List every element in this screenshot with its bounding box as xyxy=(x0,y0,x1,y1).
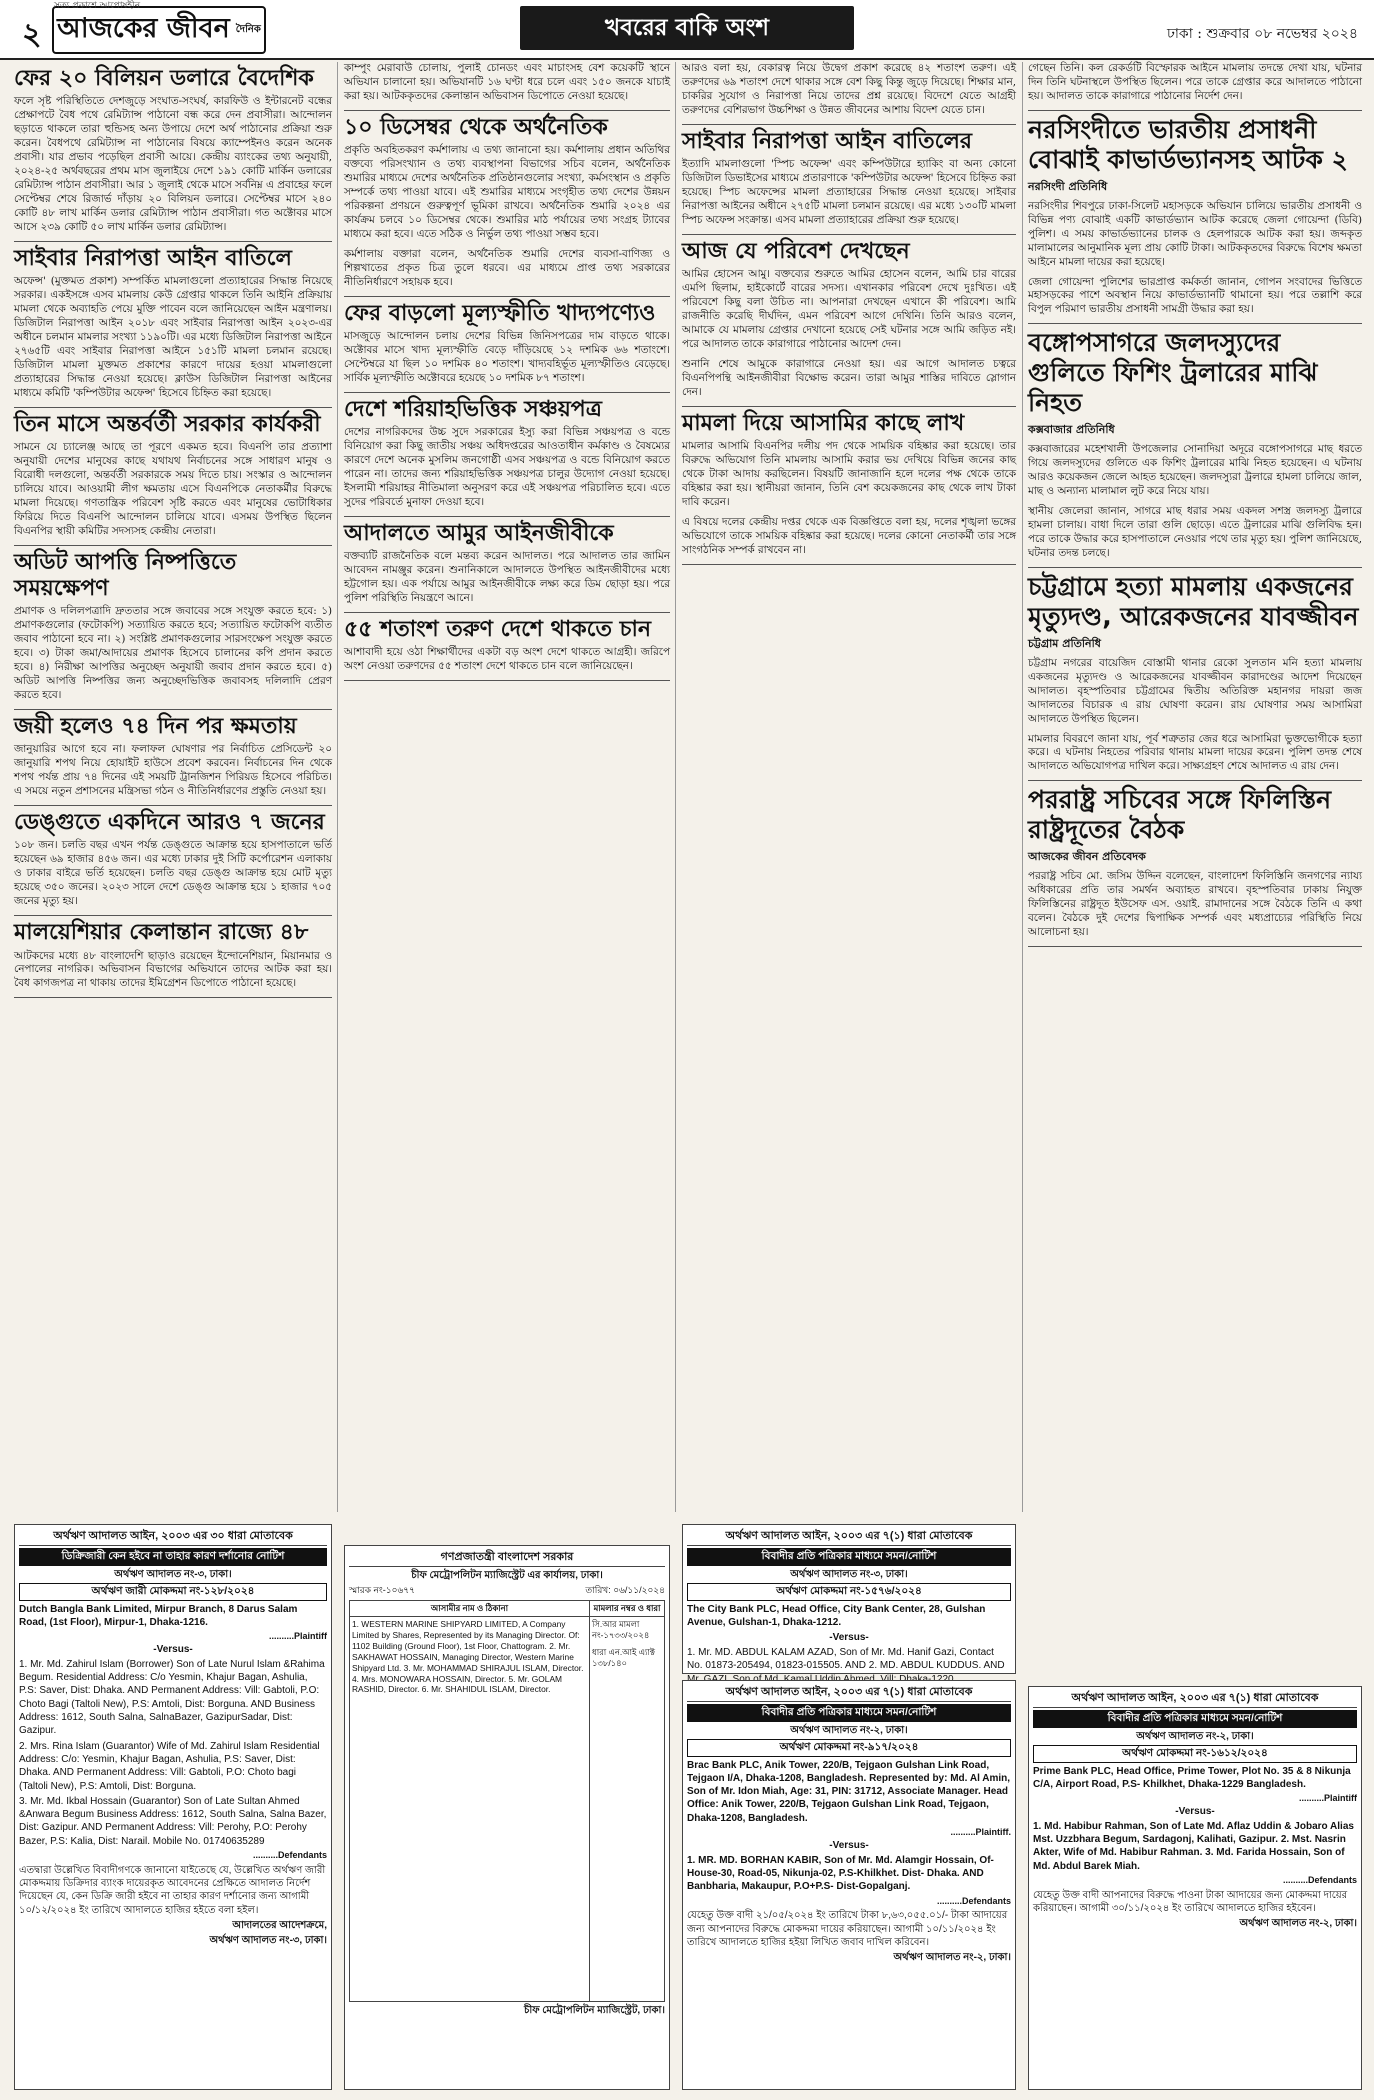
memo-number: স্মারক নং-১০৬৭৭ xyxy=(349,1585,416,1596)
notice-signature: চীফ মেট্রোপলিটন ম্যাজিস্ট্রেট, ঢাকা। xyxy=(523,2004,665,2016)
notice-banner: বিবাদীর প্রতি পত্রিকার মাধ্যমে সমন/নোটিশ xyxy=(687,1548,1011,1566)
issue-date: ঢাকা : শুক্রবার ০৮ নভেম্বর ২০২৪ xyxy=(1166,26,1358,42)
notice-case: অর্থঋণ জারী মোকদ্দমা নং-১২৮/২০২৪ xyxy=(19,1583,327,1601)
article-paragraph: গেছেন তিনি। কল রেকর্ডটি বিস্ফোরক আইনে মামলায় তদন্তে দেখা যায়, ঘটনার দিন তিনি ঘটনাস্থলে উপস্থিত ছিলেন। পরে তাকে গ্রেপ্তার করে আদালতে পাঠানো হয়। আদালত তাকে কারাগারে পাঠানোর নির্দেশ দেন। xyxy=(1028,62,1362,102)
article-paragraph: কাম্পুং মেরাবাউ চোলায়, পুলাই চোনডং এবং মাচাংসহ বেশ কয়েকটি স্থানে অভিযান চালানো হয়। অভিযানটি ১৬ ঘণ্টা ধরে চলে এবং ১৫০ জনকে যাচাই করা হয়। আটককৃতদের কেলান্তান অভিবাসন ডিপোতে নেওয়া হয়েছে। xyxy=(344,62,670,102)
defendant-1: 1. MR. MD. BORHAN KABIR, Son of Mr. Md. Alamgir Hossain, Of-House-30, Road-05, Nikunja-02, P.S-Khilkhet. Dist- Dhaka. AND Banbharia, Makaupur, P.O+P.S- Dist-Gopalganj. xyxy=(687,1854,994,1893)
notice-court: অর্থঋণ আদালত নং-২, ঢাকা। xyxy=(1136,1730,1254,1742)
article-paragraph: চট্টগ্রাম নগরের বায়েজিদ বোস্তামী থানার রেকো সুলতান মনি হত্যা মামলায় একজনের মৃত্যুদণ্ড ও আরেকজনের যাবজ্জীবন কারাদণ্ডের আদেশ দিয়েছেন আদালত। বৃহস্পতিবার চট্টগ্রামের দ্বিতীয় অতিরিক্ত মহানগর দায়রা জজ আদালতের বিচারক এ রায় ঘোষণা করেন। রায় ঘোষণার সময় আসামিরা আদালতে উপস্থিত ছিলেন। xyxy=(1028,656,1362,725)
notice-banner: বিবাদীর প্রতি পত্রিকার মাধ্যমে সমন/নোটিশ xyxy=(1033,1710,1357,1728)
article-headline: আদালতে আমুর আইনজীবীকে xyxy=(344,520,614,546)
article-headline: নরসিংদীতে ভারতীয় প্রসাধনী বোঝাই কাভার্ডভ্যানসহ আটক ২ xyxy=(1028,114,1348,174)
versus-label: -Versus- xyxy=(1175,1805,1215,1817)
article-divider xyxy=(344,516,670,517)
article-paragraph: কক্সবাজারের মহেশখালী উপজেলার সোনাদিয়া অদূরে বঙ্গোপসাগরে মাছ ধরতে গিয়ে জলদস্যুদের গুলিতে এক ফিশিং ট্রলারের মাঝি নিহত হয়েছেন। এ ঘটনায় আরও কয়েকজন জেলে আহত হয়েছেন। জলদস্যুরা ট্রলারে হামলা চালিয়ে জাল, মাছ ও অন্যান্য মালামাল লুট করে নিয়ে যায়। xyxy=(1028,443,1362,498)
article-paragraph: প্রমাণক ও দলিলপত্রাদি দ্রুততার সঙ্গে জবাবের সঙ্গে সংযুক্ত করতে হবে: ১) প্রমাণকগুলোর (ফটোকপি) সত্যায়িত করতে হবে; সত্যায়িত ফটোকপি ব্যতীত জবাব পাঠানো হবে না। ২) সংশ্লিষ্ট প্রমাণকগুলোর সারসংক্ষেপ সংযুক্ত করতে হবে। ৩) টাকা জমা/আদায়ের প্রমাণক হিসেবে চালানের কপি প্রদান করতে হবে। ৪) নিরীক্ষা আপত্তির অনুচ্ছেদ অনুযায়ী জবাব প্রদান করতে হবে। ৫) অডিট আপত্তি নিষ্পত্তির জন্য অনুচ্ছেদভিত্তিক জবাবসহ দলিলাদি প্রেরণ করতে হবে। xyxy=(14,605,332,701)
table-header: আসামীর নাম ও ঠিকানা xyxy=(350,1600,590,1616)
daily-label: দৈনিক xyxy=(235,23,261,35)
notice-text: যেহেতু উক্ত বাদী আপনাদের বিরুদ্ধে পাওনা টাকা আদায়ের জন্য মোকদ্দমা দায়ের করিয়াছেন। আগামী ৩০/১১/২০২৪ ইং তারিখে আদালতে হাজির হইবেন। xyxy=(1033,1889,1348,1915)
notice-signature: আদালতের আদেশক্রমে, xyxy=(232,1919,327,1931)
article-headline: সাইবার নিরাপত্তা আইন বাতিলের xyxy=(682,128,973,154)
masthead xyxy=(0,0,1374,60)
article-divider xyxy=(1028,780,1362,781)
column-divider xyxy=(337,62,338,1512)
article-headline: অডিট আপত্তি নিষ্পত্তিতে সময়ক্ষেপণ xyxy=(14,549,237,601)
article-divider xyxy=(682,406,1016,407)
article-paragraph: মামলার বিবরণে জানা যায়, পূর্ব শত্রুতার জের ধরে আসামিরা ভুক্তভোগীকে হত্যা করে। এ ঘটনায় নিহতের পরিবার থানায় মামলা দায়ের করেন। পুলিশ তদন্ত শেষে আদালতে অভিযোগপত্র দাখিল করে। সাক্ষ্যগ্রহণ শেষে আদালত এ রায় দেন। xyxy=(1028,732,1362,773)
article-paragraph: মামলার আসামি বিএনপির দলীয় পদ থেকে সাময়িক বহিষ্কার করা হয়েছে। তার বিরুদ্ধে অভিযোগ তিনি মামলায় আসামি করার ভয় দেখিয়ে বিভিন্ন জনের কাছ থেকে টাকা আদায় করছিলেন। বিষয়টি জানাজানি হলে দলের পক্ষ থেকে তাকে বহিষ্কার করা হয়। স্থানীয়রা জানান, তিনি বেশ কয়েকজনের কাছ থেকে লাখ টাকা দাবি করেন। xyxy=(682,440,1016,508)
logo-text: আজকের জীবন xyxy=(57,12,230,44)
article-divider xyxy=(14,709,332,710)
article-headline: জয়ী হলেও ৭৪ দিন পর ক্ষমতায় xyxy=(14,713,297,739)
article-divider xyxy=(344,296,670,297)
memo-date: তারিখ: ০৬/১১/২০২৪ xyxy=(585,1585,665,1596)
section-banner: খবরের বাকি অংশ xyxy=(520,6,854,50)
article-headline: ১০ ডিসেম্বর থেকে অর্থনৈতিক xyxy=(344,114,608,140)
table-header: মামলার নম্বর ও ধারা xyxy=(590,1600,665,1616)
article-paragraph: দেশের নাগরিকদের উচ্চ সুদে সরকারের ইস্যু করা বিভিন্ন সঞ্চয়পত্র ও বন্ডে বিনিয়োগ করা কিছু জাতীয় সঞ্চয় অধিদপ্তরের আওতাধীন কর্মকাণ্ড ও বৈষম্যের কারণে দেশে অনেক মুসলিম জনগোষ্ঠী এসব সঞ্চয়পত্র ও বন্ডে বিনিয়োগ করতে পারেন না। তাদের জন্য শরিয়াহভিত্তিক সঞ্চয়পত্র চালুর উদ্যোগ নেওয়া হয়েছে। ইসলামী শরিয়াহর নীতিমালা অনুসরণ করে এই সঞ্চয়পত্র পরিচালিত হবে। এতে সুদের পরিবর্তে মুনাফা দেওয়া হবে। xyxy=(344,426,670,508)
article-divider xyxy=(14,997,332,998)
article-divider xyxy=(1028,110,1362,111)
article-headline: মালয়েশিয়ার কেলান্তান রাজ্যে ৪৮ xyxy=(14,920,309,946)
notice-plaintiff: Dutch Bangla Bank Limited, Mirpur Branch, 8 Darus Salam Road, (1st Floor), Mirpur-1, Dhaka-1216. xyxy=(19,1603,298,1628)
column-3 xyxy=(682,62,1016,1518)
article-headline: ডেঙ্গুতে একদিনে আরও ৭ জনের xyxy=(14,810,325,836)
notice-title: অর্থঋণ আদালত আইন, ২০০৩ এর ৩০ ধারা মোতাবেক xyxy=(19,1529,327,1546)
column-4 xyxy=(1028,62,1362,1680)
legal-notice-3 xyxy=(682,1524,1016,1674)
plaintiff-label: ..........Plaintiff xyxy=(268,1631,327,1642)
accused-details: 1. WESTERN MARINE SHIPYARD LIMITED, A Company Limited by Shares, Represented by its Managing Director. Of: 1102 Building (Ground Floor), 1st Floor, Chattogram. 2. Mr. SAKHAWAT HOSSAIN, Managing Director, Western Marine Shipyard Ltd. 3. Mr. MOHAMMAD SHIRAJUL ISLAM, Director. 4. Mrs. MONOWARA HOSSAIN, Director. 5. Mr. GOLAM RASHID, Director. 6. Mr. SHAHIDUL ISLAM, Director. xyxy=(350,1616,590,2001)
article-headline: ৫৫ শতাংশ তরুণ দেশে থাকতে চান xyxy=(344,616,652,642)
accused-table xyxy=(349,1600,665,2002)
notice-plaintiff: Brac Bank PLC, Anik Tower, 220/B, Tejgaon Gulshan Link Road, Tejgaon I/A, Dhaka-1208, Bangladesh. Represented by: Md. Al Amin, Son of Mr. Idon Miah, Age: 31, PIN: 31712, Associate Manager. Head Office: Anik Tower, 220/B, Tejgaon Gulshan Link Road, Tejgaon, Dhaka-1208, Bangladesh. xyxy=(687,1759,1011,1824)
article-paragraph: কর্মশালায় বক্তারা বলেন, অর্থনৈতিক শুমারি দেশের ব্যবসা-বাণিজ্য ও শিল্পখাতের প্রকৃত চিত্র তুলে ধরবে। এর মাধ্যমে প্রাপ্ত তথ্য সরকারের নীতিনির্ধারণে সহায়ক হবে। xyxy=(344,247,670,288)
article-headline: বঙ্গোপসাগরে জলদস্যুদের গুলিতে ফিশিং ট্রলারের মাঝি নিহত xyxy=(1028,328,1318,418)
legal-notice-5 xyxy=(1028,1686,1362,2090)
notice-title: অর্থঋণ আদালত আইন, ২০০৩ এর ৭(১) ধারা মোতাবেক xyxy=(687,1685,1011,1702)
notice-text: যেহেতু উক্ত বাদী ২১/০৫/২০২৪ ইং তারিখে টাকা ৮,৬৩,০৫৫.০১/- টাকা আদায়ের জন্য আপনাদের বিরুদ্ধে মোকদ্দমা দায়ের করিয়াছেন। আগামী ১০/১১/২০২৪ ইং তারিখে আদালতে হাজির হইয়া লিখিত জবাব দাখিল করিবেন। xyxy=(687,1910,1008,1948)
article-divider xyxy=(1028,567,1362,568)
article-divider xyxy=(682,124,1016,125)
article-paragraph: নরসিংদীর শিবপুরে ঢাকা-সিলেট মহাসড়কে অভিযান চালিয়ে ভারতীয় প্রসাধনী ও বিভিন্ন পণ্য বোঝাই একটি কাভার্ডভ্যান আটক করেছে জেলা গোয়েন্দা (ডিবি) পুলিশ। এ সময় কাভার্ডভ্যানের চালক ও হেলপারকে আটক করা হয়। জব্দকৃত মালামালের আনুমানিক মূল্য প্রায় কোটি টাকা। আটককৃতদের বিরুদ্ধে বিশেষ ক্ষমতা আইনে মামলা দায়ের করা হয়েছে। xyxy=(1028,199,1362,268)
article-byline: আজকের জীবন প্রতিবেদক xyxy=(1028,850,1146,864)
column-divider xyxy=(675,62,676,1512)
plaintiff-label: ..........Plaintiff. xyxy=(950,1827,1011,1838)
defendant-1: 1. Mr. MD. ABDUL KALAM AZAD, Son of Mr. Md. Hanif Gazi, Contact No. 01873-205494, 01823-015505. AND 2. MD. ABDUL KUDDUS. AND xyxy=(687,1647,1005,1672)
defendant-2: 2. Mrs. Rina Islam (Guarantor) Wife of Md. Zahirul Islam Residential Address: C/o: Yesmin, Khajur Bagan, Ashulia, P.S: Saver, Dist: Dhaka. AND Permanent Address: Vill: Gabtoli, P.O: Choto bagi (Taltoli New), P.S: Amtoli, Dist: Borguna. xyxy=(19,1740,320,1792)
article-headline: পররাষ্ট্র সচিবের সঙ্গে ফিলিস্তিন রাষ্ট্রদূতের বৈঠক xyxy=(1028,785,1332,845)
defendants-label: ..........Defendants xyxy=(1282,1875,1357,1886)
notice-court: অর্থঋণ আদালত নং-৩, ঢাকা। xyxy=(114,1568,232,1580)
article-paragraph: মাসজুড়ে আন্দোলন চলায় দেশের বিভিন্ন জিনিসপত্রের দাম বাড়তে থাকে। অক্টোবর মাসে খাদ্য মূল্যস্ফীতি বেড়ে দাঁড়িয়েছে ১২ দশমিক ৬৬ শতাংশে। সেপ্টেম্বরে যা ছিল ১০ দশমিক ৪০ শতাংশ। খাদ্যবহির্ভূত মূল্যস্ফীতিও বেড়েছে। সার্বিক মূল্যস্ফীতি অক্টোবরে হয়েছে ১০ দশমিক ৮৭ শতাংশ। xyxy=(344,329,670,384)
article-paragraph: বক্তব্যটি রাজনৈতিক বলে মন্তব্য করেন আদালত। পরে আদালত তার জামিন আবেদন নামঞ্জুর করেন। শুনানিকালে আদালতে উপস্থিত আইনজীবীদের মধ্যে হট্টগোল হয়। এক পর্যায়ে আমুর আইনজীবীকে লক্ষ্য করে ডিম ছোড়া হয়। পরে পুলিশ পরিস্থিতি নিয়ন্ত্রণে আনে। xyxy=(344,550,670,604)
article-paragraph: ১০৮ জন। চলতি বছর এখন পর্যন্ত ডেঙ্গুতে আক্রান্ত হয়ে হাসপাতালে ভর্তি হয়েছেন ৬৯ হাজার ৪৫৬ জন। এর মধ্যে ঢাকার দুই সিটি কর্পোরেশন এলাকায় ও ঢাকার বাইরে ভর্তি হয়েছেন। চলতি বছর ডেঙ্গু আক্রান্ত হয়ে মোট মৃত্যু হয়েছে ৩৫০ জনের। ২০২৩ সালে দেশে ডেঙ্গু আক্রান্ত হয়ে ১ হাজার ৭০৫ জনের মৃত্যু হয়। xyxy=(14,839,332,908)
article-paragraph: সামনে যে চ্যালেঞ্জ আছে তা পূরণে একমত হবে। বিএনপি তার প্রত্যাশা অনুযায়ী দেশের মানুষের কাছে যথাযথ নির্বাচনের সঙ্গে সাধারণ মানুষ ও বিরোধী দলগুলো, অন্তর্বর্তী সরকারকে সময় দিতে চায়। সংস্কার ও আন্দোলন চালিয়ে যাবে। আওয়ামী লীগ ক্ষমতায় এসে বিএনপিকে নেতাকর্মীর বিরুদ্ধে মামলা দিয়েছে। গণতান্ত্রিক পরিবেশ সৃষ্টি করতে এবং মানুষের ভোটাধিকার ফিরিয়ে দিতে বিএনপি আন্দোলন চালিয়ে যাবে। এসময় উপস্থিত ছিলেন বিএনপির স্থায়ী কমিটির সদস্যসহ কেন্দ্রীয় নেতারা। xyxy=(14,440,332,537)
page-number: ২ xyxy=(22,17,42,52)
article-paragraph: ইত্যাদি মামলাগুলো 'স্পিচ অফেন্স' এবং কম্পিউটারে হ্যাকিং বা অন্য কোনো ডিজিটাল ডিভাইসের মাধ্যমে প্রতারণাকে 'কম্পিউটার অফেন্স' হিসেবে চিহ্নিত করা হয়েছে। স্পিচ অফেন্সের মামলা প্রত্যাহারের সিদ্ধান্ত নেওয়া হয়েছে। সাইবার নিরাপত্তা আইনের অধীনে ২৭৫টি মামলা চলমান রয়েছে। এর মধ্যে ১৩০টি মামলা স্পিচ অফেন্স সংক্রান্ত। এসব মামলা প্রত্যাহারের প্রক্রিয়া শুরু হয়েছে। xyxy=(682,158,1016,226)
article-byline: নরসিংদী প্রতিনিধি xyxy=(1028,179,1108,193)
legal-notice-4 xyxy=(682,1680,1016,2090)
article-divider xyxy=(344,392,670,393)
legal-notice-1 xyxy=(14,1524,332,2090)
notice-banner: ডিক্রিজারী কেন হইবে না তাহার কারণ দর্শানোর নোটিশ xyxy=(19,1548,327,1566)
notice-title: গণপ্রজাতন্ত্রী বাংলাদেশ সরকার xyxy=(349,1550,665,1567)
article-paragraph: পররাষ্ট্র সচিব মো. জসিম উদ্দিন বলেছেন, বাংলাদেশ ফিলিস্তিনি জনগণের ন্যায্য অধিকারের প্রতি তার সমর্থন অব্যাহত রাখবে। বৃহস্পতিবার ঢাকায় নিযুক্ত ফিলিস্তিনের রাষ্ট্রদূত ইউসেফ এস. ওয়াই. রামাদানের সঙ্গে বৈঠকে তিনি এ কথা বলেন। বৈঠকে দুই দেশের দ্বিপাক্ষিক সম্পর্ক এবং মধ্যপ্রাচ্যের পরিস্থিতি নিয়ে আলোচনা হয়। xyxy=(1028,870,1362,939)
article-headline: চট্টগ্রামে হত্যা মামলায় একজনের মৃত্যুদণ্ড, আরেকজনের যাবজ্জীবন xyxy=(1028,571,1359,631)
column-divider xyxy=(1022,62,1023,1512)
article-paragraph: এ বিষয়ে দলের কেন্দ্রীয় দপ্তর থেকে এক বিজ্ঞপ্তিতে বলা হয়, দলের শৃঙ্খলা ভঙ্গের অভিযোগে তাকে সাময়িক বহিষ্কার করা হয়েছে। দলের কোনো নেতাকর্মী তার সঙ্গে সাংগঠনিক সম্পর্ক রাখবেন না। xyxy=(682,515,1016,556)
notice-signature: অর্থঋণ আদালত নং-২, ঢাকা। xyxy=(893,1952,1011,1964)
notice-court: অর্থঋণ আদালত নং-২, ঢাকা। xyxy=(790,1724,908,1736)
notice-signature-court: অর্থঋণ আদালত নং-৩, ঢাকা। xyxy=(209,1934,327,1946)
plaintiff-label: ..........Plaintiff xyxy=(1298,1793,1357,1804)
table-row xyxy=(350,1616,665,2001)
versus-label: -Versus- xyxy=(153,1643,193,1655)
article-headline: মামলা দিয়ে আসামির কাছে লাখ xyxy=(682,410,965,436)
article-byline: কক্সবাজার প্রতিনিধি xyxy=(1028,423,1115,437)
notice-case: অর্থঋণ মোকদ্দমা নং-১৬১২/২০২৪ xyxy=(1033,1745,1357,1763)
article-headline: দেশে শরিয়াহভিত্তিক সঞ্চয়পত্র xyxy=(344,396,602,422)
notice-signature: অর্থঋণ আদালত নং-২, ঢাকা। xyxy=(1239,1918,1357,1930)
article-divider xyxy=(1028,946,1362,947)
notice-title: অর্থঋণ আদালত আইন, ২০০৩ এর ৭(১) ধারা মোতাবেক xyxy=(687,1529,1011,1546)
tagline: সত্য প্রকাশে আপোষহীন xyxy=(54,1,141,11)
article-divider xyxy=(682,564,1016,565)
defendants-label: ..........Defendants xyxy=(936,1895,1011,1906)
article-paragraph: আমির হোসেন আমু। বক্তব্যের শুরুতে আমির হোসেন বলেন, আমি চার বারের এমপি ছিলাম, হাইকোর্টে বারের সদস্য। এখানকার পরিবেশ দেখে দুঃখিত। এই পরিবেশে কিছু বলা উচিত না। আপনারা দেখছেন এখানে কী পরিবেশ। আমি রাজনীতি করেছি দীর্ঘদিন, এমন পরিবেশ আগে দেখিনি। তিনি আরও বলেন, আমাকে যে মামলায় গ্রেপ্তার দেখানো হয়েছে সেই ঘটনার সঙ্গে আমি জড়িত নই। পরে আদালত তাকে কারাগারে পাঠানোর আদেশ দেন। xyxy=(682,268,1016,350)
article-paragraph: প্রকৃতি অবহিতকরণ কর্মশালায় এ তথ্য জানানো হয়। কর্মশালায় প্রধান অতিথির বক্তব্যে পরিসংখ্যান ও তথ্য ব্যবস্থাপনা বিভাগের সচিব বলেন, অর্থনৈতিক শুমারির মাধ্যমে দেশের অর্থনৈতিক প্রতিষ্ঠানগুলোর সংখ্যা, কর্মসংস্থান ও প্রকৃতি সম্পর্কে তথ্য পাওয়া যাবে। এই শুমারির মাধ্যমে সংগৃহীত তথ্য দেশের উন্নয়ন পরিকল্পনা প্রণয়নে গুরুত্বপূর্ণ ভূমিকা রাখবে। অর্থনৈতিক শুমারি ২০২৪ এর কার্যক্রম চলবে ১০ ডিসেম্বর থেকে। শুমারির মাঠ পর্যায়ের তথ্য সংগ্রহ ট্যাবের মাধ্যমে করা হবে। এতে সঠিক ও নির্ভুল তথ্য পাওয়া সম্ভব হবে। xyxy=(344,144,670,240)
article-headline: ফের বাড়লো মূল্যস্ফীতি খাদ্যপণ্যেও xyxy=(344,300,656,326)
article-paragraph: জেলা গোয়েন্দা পুলিশের ভারপ্রাপ্ত কর্মকর্তা জানান, গোপন সংবাদের ভিত্তিতে মহাসড়কের পাশে অবস্থান নিয়ে কাভার্ডভ্যানটি থামানো হয়। পরে তল্লাশি করে বিপুল পরিমাণ ভারতীয় প্রসাধনী সামগ্রী উদ্ধার করা হয়। xyxy=(1028,275,1362,316)
notice-case: অর্থঋণ মোকদ্দমা নং-৯১৭/২০২৪ xyxy=(687,1739,1011,1757)
article-paragraph: ফলে সৃষ্ট পরিস্থিতিতে দেশজুড়ে সংঘাত-সংঘর্ষ, কারফিউ ও ইন্টারনেট বন্ধের প্রেক্ষাপটে বৈধ পথে রেমিট্যান্স পাঠানো বন্ধ করে দেন প্রবাসীরা। আন্দোলন ছড়াতে থাকলে তারা হুন্ডিসহ অন্য উপায়ে দেশে অর্থ পাঠানোর প্রক্রিয়া শুরু করেন। বৈধপথে রেমিট্যান্স না পাঠানোর বিষয়ে ক্যাম্পেইনও করেন অনেক প্রবাসী। যার প্রভাব পড়েছিল প্রবাসী আয়ে। কেন্দ্রীয় ব্যাংকের তথ্য অনুযায়ী, ২০২৪-২৫ অর্থবছরের প্রথম মাস জুলাইয়ে দেশে ১৯১ কোটি মার্কিন ডলারের রেমিট্যান্স পাঠান প্রবাসীরা। আর ১ জুলাই থেকে মাসে সর্বনিম্ন এ প্রবাহের ফলে সেপ্টেম্বর শেষে রিজার্ভ দাঁড়ায় ২০ বিলিয়ন ডলারে। সেপ্টেম্বর মাসে ২৪০ কোটি ৪৮ লাখ মার্কিন ডলার রেমিট্যান্স পাঠান প্রবাসীরা। গত অক্টোবর মাসে আসে ২৩৯ কোটি ৫০ লাখ মার্কিন ডলার রেমিট্যান্স। xyxy=(14,95,332,233)
article-paragraph: আটকদের মধ্যে ৪৮ বাংলাদেশি ছাড়াও রয়েছেন ইন্দোনেশিয়ান, মিয়ানমার ও নেপালের নাগরিক। অভিবাসন বিভাগের অভিযানে তাদের আটক করা হয়। বৈধ কাগজপত্র না থাকায় তাদের ইমিগ্রেশন ডিপোতে পাঠানো হয়েছে। xyxy=(14,949,332,990)
defendant-3: 3. Mr. Md. Ikbal Hossain (Guarantor) Son of Late Sultan Ahmed &Anwara Begum Business Address: 1612, South Salna, Salna Bazer, Dist: Gazipur. AND Permanent Address: Vill: Perohy, P.O: Perohy Bazer, P.S: Kalia, Dist: Narail. Mobile No. 01740635289 xyxy=(19,1795,327,1847)
article-divider xyxy=(14,805,332,806)
article-divider xyxy=(1028,323,1362,324)
article-divider xyxy=(14,407,332,408)
column-2 xyxy=(344,62,670,1538)
article-divider xyxy=(344,680,670,681)
column-1 xyxy=(14,62,332,1518)
versus-label: -Versus- xyxy=(829,1839,869,1851)
article-paragraph: জানুয়ারির আগে হবে না। ফলাফল ঘোষণার পর নির্বাচিত প্রেসিডেন্ট ২০ জানুয়ারি শপথ নিয়ে হোয়াইট হাউসে প্রবেশ করবেন। নির্বাচনের দিন থেকে শপথ পর্যন্ত প্রায় ৭৪ দিনের এই সময়টি ট্রানজিশন পিরিয়ড হিসেবে পরিচিত। এ সময়ে নতুন প্রশাসনের মন্ত্রিসভা গঠন ও নীতিনির্ধারণের প্রস্তুতি নেওয়া হয়। xyxy=(14,743,332,798)
newspaper-logo xyxy=(52,6,266,54)
notice-banner: বিবাদীর প্রতি পত্রিকার মাধ্যমে সমন/নোটিশ xyxy=(687,1704,1011,1722)
article-byline: চট্টগ্রাম প্রতিনিধি xyxy=(1028,636,1101,650)
notice-court: অর্থঋণ আদালত নং-৩, ঢাকা। xyxy=(790,1568,908,1580)
article-headline: আজ যে পরিবেশ দেখছেন xyxy=(682,238,910,264)
case-details: সি.আর মামলা নং-১৭৩৩/২০২৪ ধারা এন.আই এ্যাক্ট ১৩৮/১৪০ xyxy=(590,1616,665,2001)
article-headline: ফের ২০ বিলিয়ন ডলারে বৈদেশিক xyxy=(14,66,314,91)
notice-plaintiff: The City Bank PLC, Head Office, City Bank Center, 28, Gulshan Avenue, Gulshan-1, Dhaka-1212. xyxy=(687,1603,986,1628)
notice-plaintiff: Prime Bank PLC, Head Office, Prime Tower, Plot No. 35 & 8 Nikunja C/A, Airport Road, P.S- Khilkhet, Dhaka-1229 Bangladesh. xyxy=(1033,1765,1351,1790)
article-paragraph: আরও বলা হয়, বেকারত্ব নিয়ে উদ্বেগ প্রকাশ করেছে ৪২ শতাংশ তরুণ। এই তরুণদের ৬৯ শতাংশ দেশে থাকার সঙ্গে বেশ কিছু কিন্তু জুড়ে দিয়েছে। শিক্ষার মান, চাকরির সুযোগ ও নিরাপত্তা নিয়ে তাদের প্রশ্ন রয়েছে। বিদেশে যেতে আগ্রহী তরুণদের বেশিরভাগ উচ্চশিক্ষা ও উন্নত জীবনের আশায় বিদেশ যেতে চান। xyxy=(682,62,1016,116)
article-paragraph: শুনানি শেষে আমুকে কারাগারে নেওয়া হয়। এর আগে আদালত চত্বরে বিএনপিপন্থি আইনজীবীরা বিক্ষোভ করেন। তারা আমুর শাস্তির দাবিতে স্লোগান দেন। xyxy=(682,357,1016,398)
article-paragraph: স্থানীয় জেলেরা জানান, সাগরে মাছ ধরার সময় একদল সশস্ত্র জলদস্যু ট্রলারে হামলা চালায়। বাধা দিলে তারা গুলি ছোড়ে। এতে ট্রলারের মাঝি গুলিবিদ্ধ হন। পরে তাকে উদ্ধার করে হাসপাতালে নেওয়ার পথে তার মৃত্যু হয়। পুলিশ জানিয়েছে, ঘটনার তদন্ত চলছে। xyxy=(1028,505,1363,559)
legal-notice-2 xyxy=(344,1545,670,2090)
article-divider xyxy=(344,110,670,111)
article-divider xyxy=(344,612,670,613)
notice-office: চীফ মেট্রোপলিটন ম্যাজিস্ট্রেট এর কার্যালয়, ঢাকা। xyxy=(411,1570,603,1582)
notice-title: অর্থঋণ আদালত আইন, ২০০৩ এর ৭(১) ধারা মোতাবেক xyxy=(1033,1691,1357,1708)
article-paragraph: অফেন্স' (মুক্তমত প্রকাশ) সম্পর্কিত মামলাগুলো প্রত্যাহারের সিদ্ধান্ত নিয়েছে সরকার। একইসঙ্গে এসব মামলায় কেউ গ্রেপ্তার থাকলে তিনি আইনি প্রক্রিয়ায় মামলা থেকে অব্যাহতি পেয়ে মুক্তি পাবেন বলে জানিয়েছেন আইন মন্ত্রণালয়। ডিজিটাল নিরাপত্তা আইন ২০১৮ এবং সাইবার নিরাপত্তা আইন ২০২৩-এর অধীনে চলমান মামলার সংখ্যা ১১৯০টি। এর মধ্যে ডিজিটাল নিরাপত্তা আইনে ২৭৬৫টি এবং সাইবার নিরাপত্তা আইনে ১৫১টি মামলা চলমান রয়েছে। ডিজিটাল মামলা মুক্তমত প্রকাশের কারণে দায়ের হওয়া মামলাগুলো প্রত্যাহারের সিদ্ধান্ত নেওয়া হয়েছে। ক্লাউস ডিজিটাল নিরাপত্তা আইনের মাধ্যমে কমিটি 'কম্পিউটার অফেন্স' হিসেবে চিহ্নিত করা হয়েছে। xyxy=(14,275,332,399)
versus-label: -Versus- xyxy=(829,1632,869,1644)
article-paragraph: আশাবাদী হয়ে ওঠা শিক্ষার্থীদের একটা বড় অংশ দেশে থাকতে আগ্রহী। জরিপে অংশ নেওয়া তরুণদের ৫৫ শতাংশ দেশে থাকতে চান বলে জানিয়েছেন। xyxy=(344,646,670,673)
article-headline: তিন মাসে অন্তর্বর্তী সরকার কার্যকরী xyxy=(14,411,321,437)
defendants-label: ..........Defendants xyxy=(252,1850,327,1861)
defendant-1: 1. Mr. Md. Zahirul Islam (Borrower) Son of Late Nurul Islam &Rahima Begum. Residential Address: C/o Yesmin, Khajur Bagan, Ashulia, P.S: Saver, Dist: Dhaka. AND Permanent Address: Vill: Gabtoli, P.O: Choto Bagi (Taltoli New), P.S: Amtoli, Dist: Borguna. AND Business Address: 1612, South Salna, SalnaBazer, GazipurSadar, Dist: Gazipur. xyxy=(19,1658,325,1737)
article-headline: সাইবার নিরাপত্তা আইন বাতিলে xyxy=(14,245,292,271)
notice-text: এতদ্বারা উল্লেখিত বিবাদীগণকে জানানো যাইতেছে যে, উল্লেখিত অর্থঋণ জারী মোকদ্দমায় ডিক্রিদার ব্যাংক দায়েরকৃত আবেদনের প্রেক্ষিতে আদালত নির্দেশ দিয়েছেন যে, কেন ডিক্রি জারী হইবে না তাহার কারণ দর্শানোর জন্য আগামী ১০/১২/২০২৪ ইং তারিখে আদালতে হাজির হইতে বলা হইল। xyxy=(19,1864,326,1916)
defendant-1: 1. Md. Habibur Rahman, Son of Late Md. Aflaz Uddin & Jobaro Alias Mst. Uzzbhara Begum, Sardagonj, Kalihati, Gazipur. 2. Mst. Nasrin Akter, Wife of Md. Habibur Rahman. 3. Md. Farida Hossain, Son of Md. Abdul Barek Miah. xyxy=(1033,1820,1354,1872)
article-divider xyxy=(14,915,332,916)
notice-case: অর্থঋণ মোকদ্দমা নং-১৫৭৬/২০২৪ xyxy=(687,1583,1011,1601)
article-divider xyxy=(682,234,1016,235)
article-divider xyxy=(14,241,332,242)
article-divider xyxy=(14,545,332,546)
